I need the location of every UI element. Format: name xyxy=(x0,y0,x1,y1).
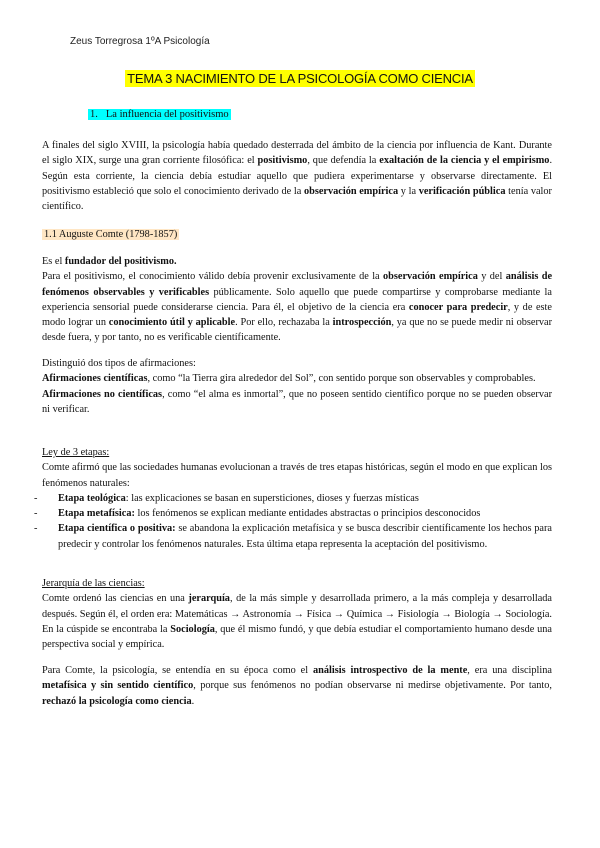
comte-description xyxy=(42,254,552,346)
bold-term: positivismo xyxy=(257,155,308,167)
afirmacion-no-cientifica xyxy=(42,387,552,418)
bold-term: Etapa teológica xyxy=(58,492,126,504)
text: , que defendía la xyxy=(307,155,380,167)
jerarquia-section xyxy=(42,576,552,652)
fundador-line xyxy=(42,254,552,269)
etapas-list xyxy=(42,491,552,552)
section-title: La influencia del positivismo xyxy=(105,109,229,120)
text: Comte ordenó las ciencias en una xyxy=(42,593,189,605)
bold-term: análisis introspectivo de la mente xyxy=(312,665,468,676)
text: , como “la Tierra gira alrededor del Sol”, con sentido porque son observables y comprobables. xyxy=(147,373,536,385)
bold-term: Afirmaciones no científicas xyxy=(42,388,163,400)
title-container xyxy=(0,70,600,88)
bold-term: conocer para predecir xyxy=(408,301,508,313)
text: . Según esta corriente, la ciencia debía estudiar aquello que pudiera experimentarse y observarse directamente. El positivismo estableció que solo el conocimiento derivado de la xyxy=(42,155,553,197)
section-heading-positivismo xyxy=(88,109,231,120)
text: , era una disciplina xyxy=(467,665,552,676)
comte-subsection-heading xyxy=(42,227,552,242)
conclusion-paragraph xyxy=(42,663,552,709)
text: tenía valor científico. xyxy=(42,185,552,213)
text: , que él mismo fundó, y que debía estudiar el comportamiento humano desde una perspectiva social y empírica. xyxy=(42,623,552,651)
text: Es el xyxy=(42,256,65,267)
list-item xyxy=(42,506,552,521)
text: y del xyxy=(477,271,506,283)
text: . Por ello, rechazaba la xyxy=(235,317,333,329)
text: Para el positivismo, el conocimiento válido debía provenir exclusivamente de la xyxy=(42,271,383,283)
section-number: 1. xyxy=(90,109,98,120)
text: , y de este modo lograr un xyxy=(42,301,552,329)
text: , porque sus fenómenos no podían observarse ni medirse objetivamente. Por tanto, xyxy=(193,680,552,692)
bold-term: rechazó la psicología como ciencia xyxy=(42,695,192,707)
text: los fenómenos se explican mediante entidades abstractas o principios desconocidos xyxy=(134,508,481,520)
document-title: TEMA 3 NACIMIENTO DE LA PSICOLOGÍA COMO CIENCIA xyxy=(127,71,473,86)
etapas-intro: Comte afirmó que las sociedades humanas evolucionan a través de tres etapas históricas, según el modo en que explican los fenómenos naturales: xyxy=(42,462,552,489)
etapas-section xyxy=(42,445,552,552)
subsection-title: 1.1 Auguste Comte (1798-1857) xyxy=(44,229,178,240)
bold-term: verificación pública xyxy=(418,185,506,197)
jerarquia-heading: Jerarquía de las ciencias: xyxy=(42,578,145,589)
text: , ya que no se puede medir ni observar desde fuera, y por tanto, no es verificable científicamente. xyxy=(42,317,553,344)
bold-term: conocimiento útil y aplicable xyxy=(108,317,236,329)
list-item xyxy=(42,521,552,552)
bold-term: Etapa metafísica: xyxy=(58,508,135,520)
intro-paragraph xyxy=(42,138,552,214)
text: . xyxy=(191,695,195,707)
jerarquia-paragraph xyxy=(42,591,552,652)
etapas-heading: Ley de 3 etapas: xyxy=(42,447,110,458)
afirmaciones-section xyxy=(42,356,552,417)
afirmaciones-intro: Distinguió dos tipos de afirmaciones: xyxy=(42,358,196,369)
bold-term: exaltación de la ciencia y el empirismo xyxy=(379,155,550,167)
afirmacion-cientifica xyxy=(42,371,552,386)
text: : las explicaciones se basan en supersticiones, dioses y fuerzas místicas xyxy=(125,492,419,504)
text: , de la más simple y desarrollada primero, a la más compleja y desarrollada después. Según él, el orden era: Matemáticas → Astronomía → Física → Química → Fisiología → Biología → Sociología. En la cúspide se encontraba la xyxy=(42,593,552,635)
author-header: Zeus Torregrosa 1ºA Psicología xyxy=(70,36,210,47)
text: Para Comte, la psicología, se entendía en su época como el xyxy=(42,665,313,676)
text: , como “el alma es inmortal”, que no poseen sentido científico porque no se pueden observar ni verificar. xyxy=(42,388,552,415)
positivismo-paragraph xyxy=(42,269,552,345)
bold-term: fundador del positivismo. xyxy=(64,256,177,267)
text: se abandona la explicación metafísica y se busca describir científicamente los hechos para predecir y controlar los fenómenos naturales. Esta última etapa representa la aceptación del positivismo. xyxy=(58,523,552,550)
bold-term: jerarquía xyxy=(188,593,230,605)
bold-term: Afirmaciones científicas xyxy=(42,373,148,385)
bold-term: observación empírica xyxy=(303,185,399,197)
bold-term: Sociología xyxy=(170,623,215,635)
text: públicamente. Solo aquello que puede compartirse y comprobarse mediante la experiencia sensorial puede considerarse ciencia. Para él, el objetivo de la ciencia era xyxy=(42,286,552,313)
bold-term: Etapa científica o positiva: xyxy=(58,523,176,535)
text: A finales del siglo XVIII, la psicología había quedado desterrada del ámbito de la ciencia por influencia de Kant. Durante el siglo XIX, surge una gran corriente filosófica: el xyxy=(42,140,552,167)
bold-term: análisis de fenómenos observables y verificables xyxy=(42,271,553,298)
text: y la xyxy=(398,185,419,197)
bold-term: metafísica y sin sentido científico xyxy=(42,680,194,692)
bold-term: observación empírica xyxy=(383,271,478,283)
bold-term: introspección xyxy=(332,317,392,329)
list-item xyxy=(42,491,552,506)
